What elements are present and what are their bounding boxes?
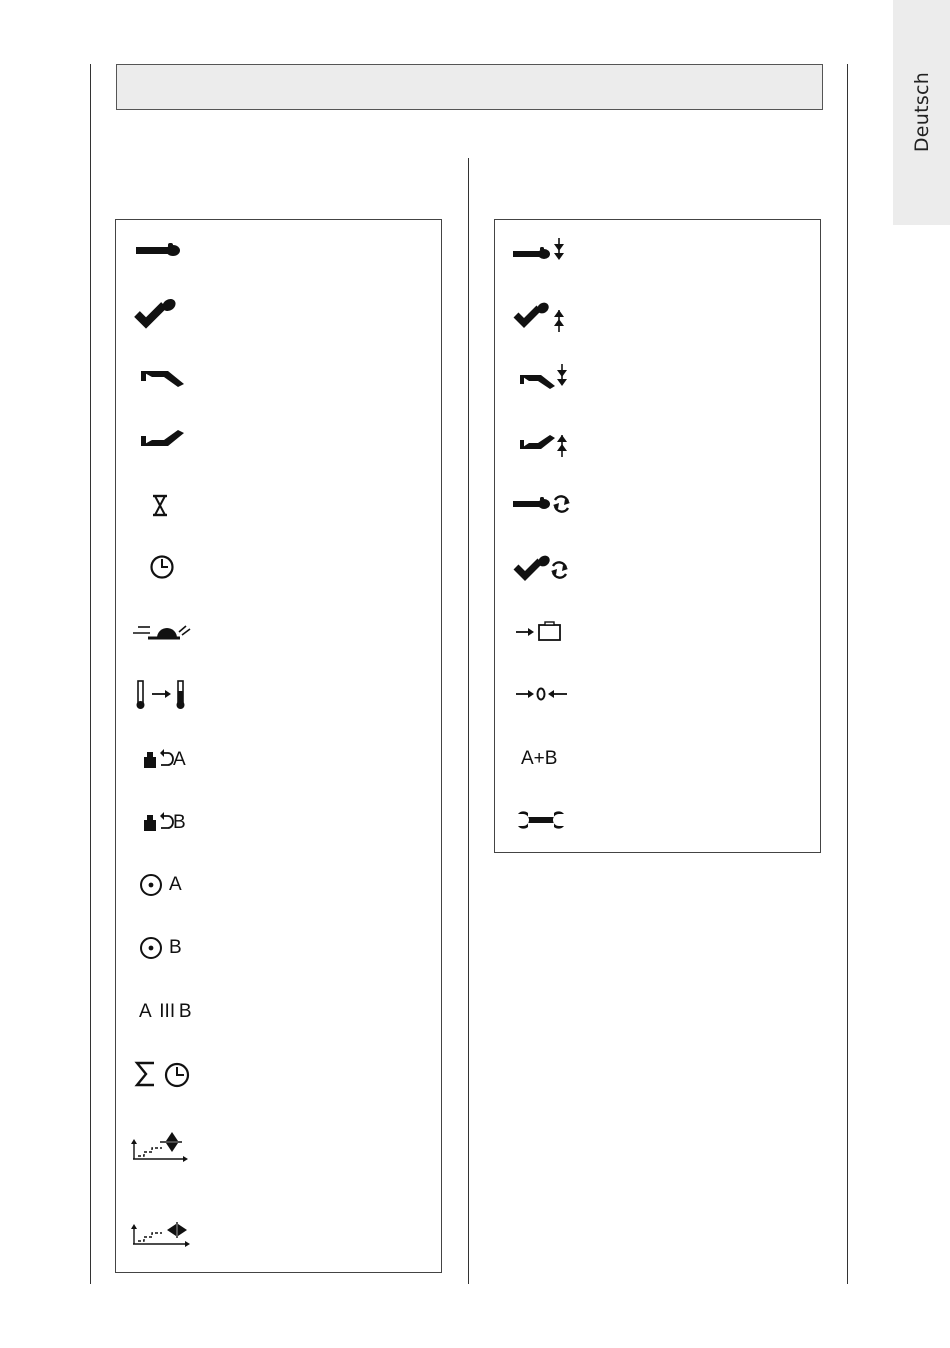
clock-icon xyxy=(148,547,178,587)
arrow-into-box-icon xyxy=(513,612,565,652)
needle-inclined-up-icon xyxy=(513,296,573,336)
weight-return-icon xyxy=(140,739,186,779)
needle-down-down-icon xyxy=(517,358,577,398)
needle-up-up-icon xyxy=(517,421,577,461)
weight-return-icon xyxy=(140,802,186,842)
a-plus-b-text xyxy=(521,738,557,778)
column-divider xyxy=(468,158,469,1284)
symbol-panel-left xyxy=(115,219,442,1273)
weight-return-label: B xyxy=(173,811,186,833)
step-profile-vertical-icon xyxy=(130,1125,190,1169)
needle-down-icon xyxy=(138,357,186,397)
wrench-icon xyxy=(515,800,567,840)
arrows-to-zero-icon xyxy=(513,674,573,714)
target-label: A xyxy=(169,873,182,895)
target-icon xyxy=(138,864,182,904)
needle-horizontal-icon xyxy=(134,230,182,270)
needle-horizontal-cycle-icon xyxy=(511,484,575,524)
target-icon xyxy=(138,927,182,967)
step-profile-horizontal-icon xyxy=(130,1210,194,1254)
language-tab-label: Deutsch xyxy=(910,71,933,153)
left-margin-rule xyxy=(90,64,91,1284)
parallel-label: A III B xyxy=(139,1000,192,1022)
roller-speed-icon xyxy=(130,610,194,650)
temperature-change-icon xyxy=(134,675,194,715)
header-bar xyxy=(116,64,823,110)
sum-clock-icon xyxy=(134,1054,194,1094)
needle-inclined-icon xyxy=(134,294,182,334)
weight-return-label: A xyxy=(173,748,186,770)
needle-inclined-cycle-icon xyxy=(513,549,577,589)
right-margin-rule xyxy=(847,64,848,1284)
needle-up-icon xyxy=(138,420,186,460)
language-tab xyxy=(893,0,950,225)
symbol-panel-right xyxy=(494,219,821,853)
a-plus-b-label: A+B xyxy=(521,747,558,769)
hourglass-icon xyxy=(150,485,174,525)
target-label: B xyxy=(169,936,182,958)
needle-horizontal-down-icon xyxy=(511,232,571,272)
parallel-text xyxy=(139,991,192,1031)
